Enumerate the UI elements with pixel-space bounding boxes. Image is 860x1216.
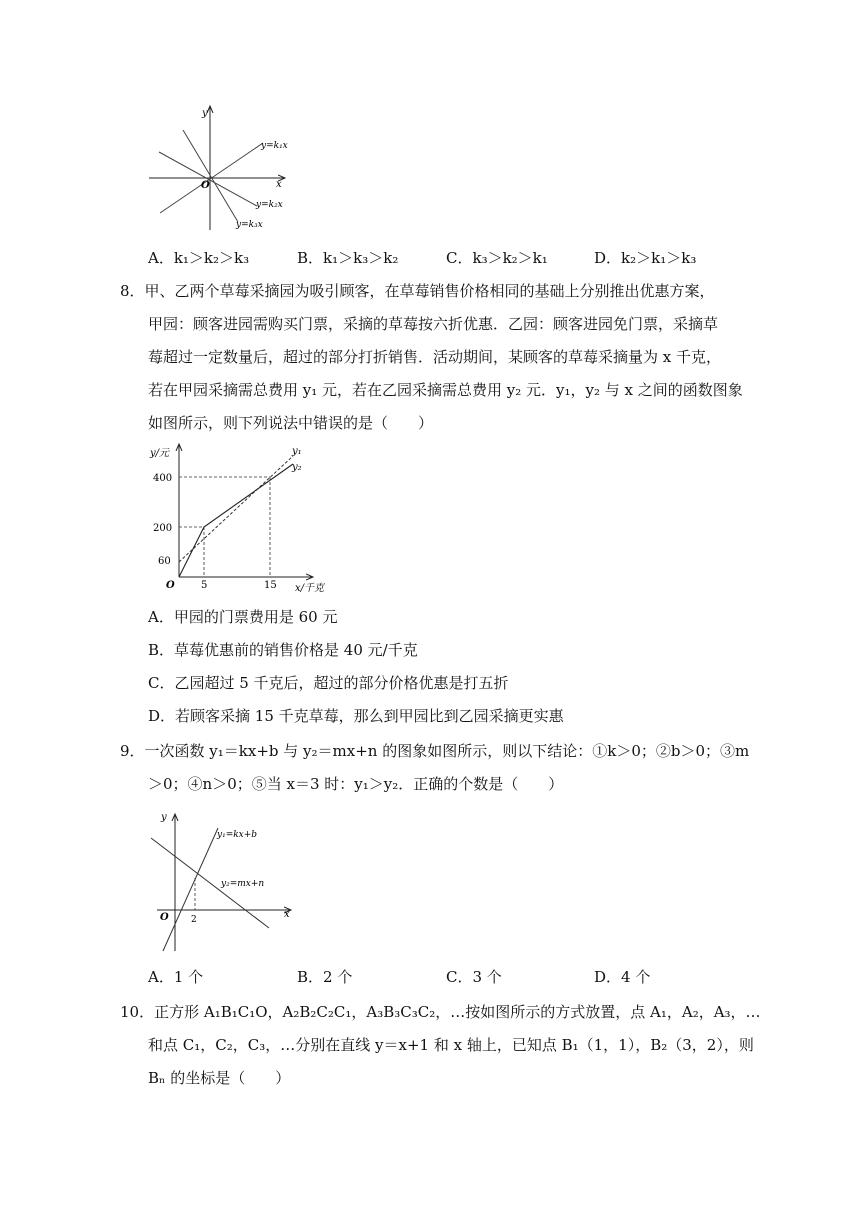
q7-option-a[interactable]: A．k₁＞k₂＞k₃ <box>148 249 250 267</box>
q7-y-axis-label: y <box>202 108 208 119</box>
q8-option-a[interactable]: A．甲园的门票费用是 60 元 <box>148 608 338 626</box>
q8-option-c[interactable]: C．乙园超过 5 千克后，超过的部分价格优惠是打五折 <box>148 674 509 692</box>
q10-stem-line-2: 和点 C₁，C₂，C₃，…分别在直线 y＝x+1 和 x 轴上，已知点 B₁（1，1），B₂（3，2），则 <box>148 1036 754 1054</box>
q7-graph <box>145 100 295 235</box>
q10-stem-line-1: 10．正方形 A₁B₁C₁O，A₂B₂C₂C₁，A₃B₃C₃C₂，…按如图所示的方式放置，点 A₁，A₂，A₃，… <box>120 1003 761 1021</box>
q8-stem-line-1: 8．甲、乙两个草莓采摘园为吸引顾客，在草莓销售价格相同的基础上分别推出优惠方案， <box>120 282 715 300</box>
q8-stem-line-2: 甲园：顾客进园需购买门票，采摘的草莓按六折优惠．乙园：顾客进园免门票，采摘草 <box>148 315 719 333</box>
q9-origin-label: O <box>160 912 169 923</box>
q8-y-tick-200: 200 <box>153 523 173 534</box>
q8-series-y2-label: y₂ <box>292 462 302 473</box>
q8-x-tick-15: 15 <box>264 580 277 591</box>
q8-y-label: y/元 <box>150 448 170 459</box>
q7-option-b[interactable]: B．k₁＞k₃＞k₂ <box>297 249 399 267</box>
q9-option-b[interactable]: B．2 个 <box>297 968 353 986</box>
q10-stem-line-3: Bₙ 的坐标是（ ） <box>148 1069 291 1087</box>
q9-stem-line-1: 9．一次函数 y₁＝kx+b 与 y₂＝mx+n 的图象如图所示，则以下结论：①k＞0；②b＞0；③m <box>120 742 750 760</box>
q9-option-a[interactable]: A．1 个 <box>148 968 204 986</box>
q9-option-d[interactable]: D．4 个 <box>594 968 651 986</box>
q9-line-y1-label: y₁=kx+b <box>217 830 258 840</box>
q7-option-d[interactable]: D．k₂＞k₁＞k₃ <box>594 249 697 267</box>
q8-series-y1-label: y₁ <box>292 446 302 457</box>
q8-line-y1 <box>179 456 293 562</box>
q8-graph <box>145 440 340 598</box>
q8-option-d[interactable]: D．若顾客采摘 15 千克草莓，那么到甲园比到乙园采摘更实惠 <box>148 707 564 725</box>
q8-x-tick-5: 5 <box>201 580 208 591</box>
q8-option-b[interactable]: B．草莓优惠前的销售价格是 40 元/千克 <box>148 641 418 659</box>
q8-origin-label: O <box>166 580 175 591</box>
q9-x-axis-label: x <box>284 909 290 920</box>
q8-stem-line-3: 莓超过一定数量后，超过的部分打折销售．活动期间，某顾客的草莓采摘量为 x 千克， <box>148 348 721 366</box>
q7-option-c[interactable]: C．k₃＞k₂＞k₁ <box>446 249 548 267</box>
q9-y-axis-label: y <box>161 812 167 823</box>
q9-option-c[interactable]: C．3 个 <box>446 968 502 986</box>
q7-line-k3-label: y=k₃x <box>236 220 263 230</box>
q7-origin-label: O <box>201 180 210 191</box>
q8-line-y2 <box>179 464 293 577</box>
q8-x-label: x/千克 <box>295 583 325 594</box>
q8-y-tick-60: 60 <box>158 556 171 567</box>
q9-line-y2-label: y₂=mx+n <box>221 879 265 889</box>
q7-line-k1-label: y=k₁x <box>261 141 288 151</box>
q7-line-k2 <box>159 152 257 206</box>
q8-y-tick-400: 400 <box>153 473 173 484</box>
q9-stem-line-2: ＞0；④n＞0；⑤当 x＝3 时：y₁＞y₂．正确的个数是（ ） <box>148 775 564 793</box>
q9-x-tick-2: 2 <box>191 915 197 925</box>
q7-line-k2-label: y=k₂x <box>256 200 283 210</box>
q9-line-y1 <box>163 828 218 951</box>
q9-graph <box>145 806 295 956</box>
q8-stem-line-5: 如图所示，则下列说法中错误的是（ ） <box>148 414 434 432</box>
q7-x-axis-label: x <box>276 179 282 190</box>
q8-stem-line-4: 若在甲园采摘需总费用 y₁ 元，若在乙园采摘需总费用 y₂ 元．y₁，y₂ 与 x 之间的函数图象 <box>148 381 743 399</box>
